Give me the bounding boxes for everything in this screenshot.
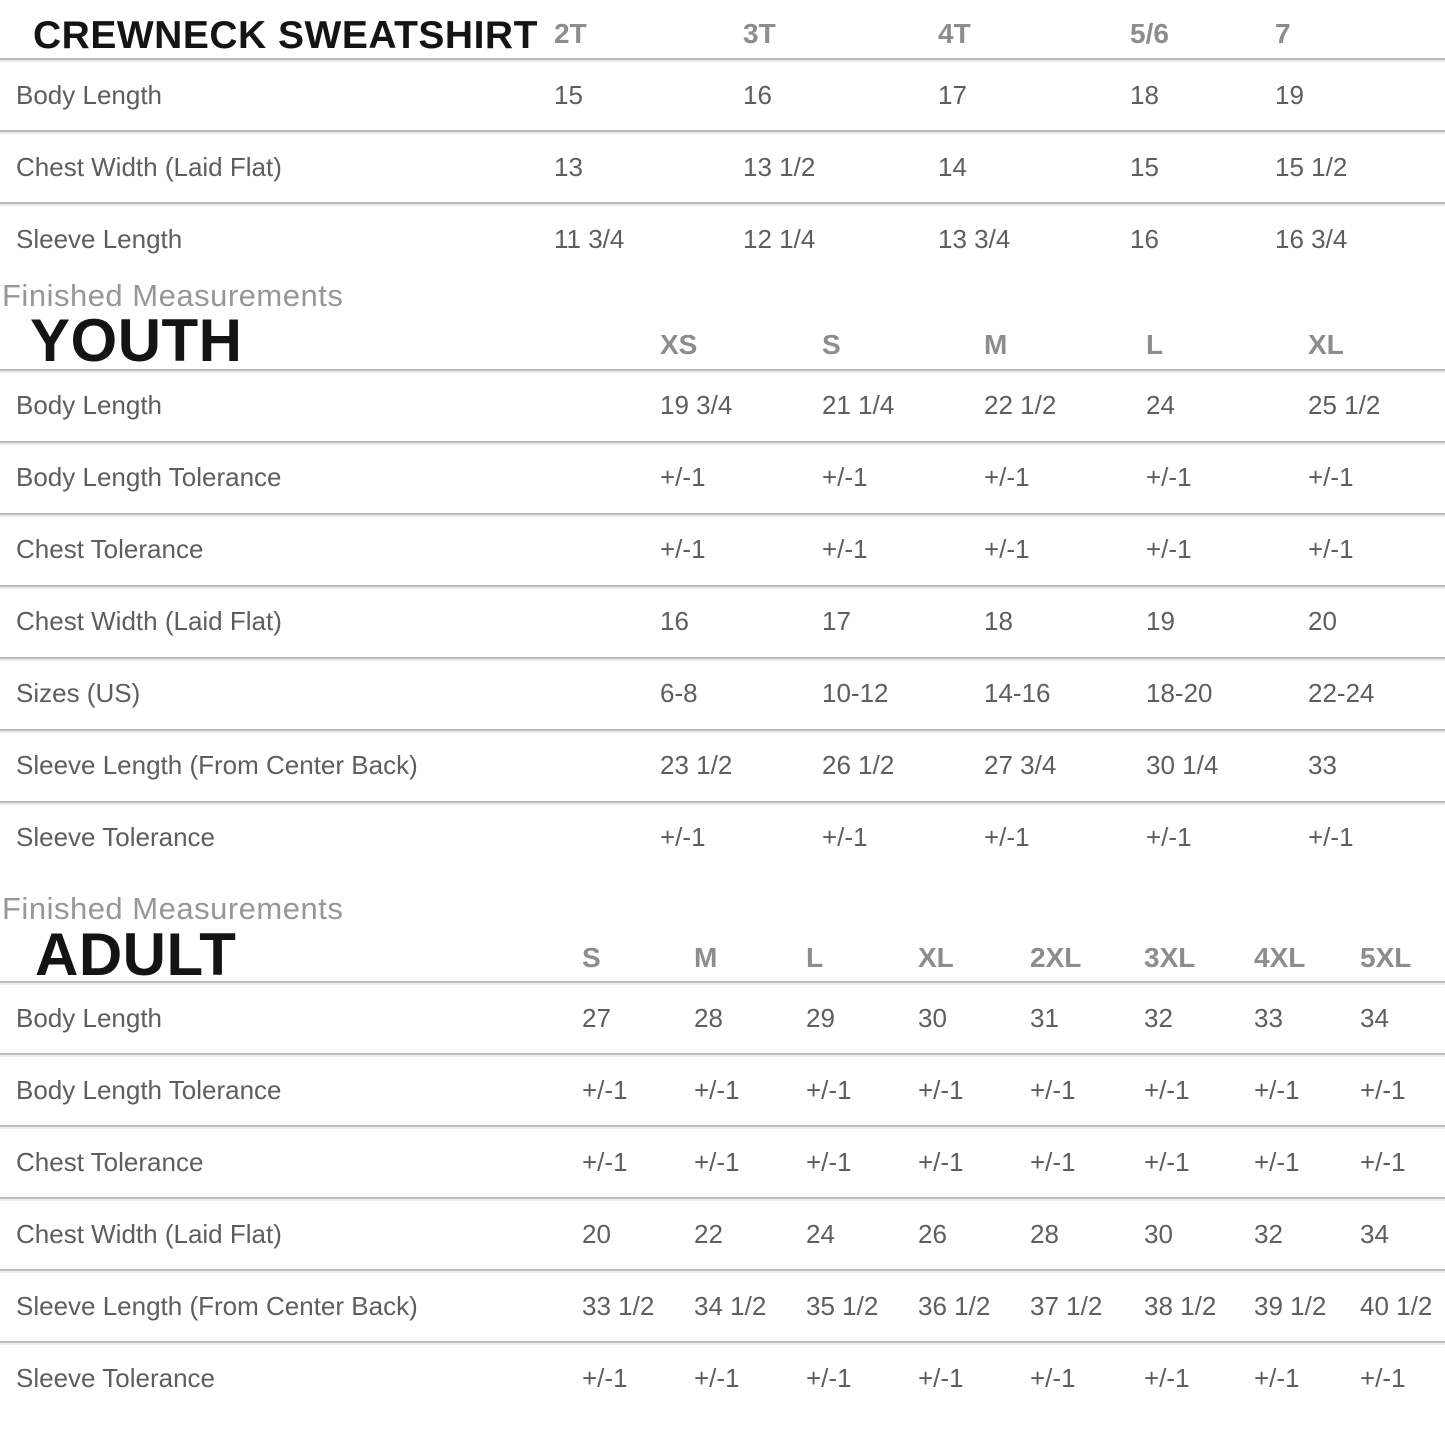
cell-value: 16 3/4 — [1275, 223, 1348, 254]
cell-value: +/-1 — [806, 1146, 852, 1177]
cell-value: 20 — [1308, 606, 1337, 637]
cell-value: 15 — [554, 79, 583, 110]
cell-value: +/-1 — [1308, 462, 1354, 493]
table-row — [0, 1127, 1445, 1199]
cell-value: 28 — [694, 1002, 723, 1033]
table-row — [0, 443, 1445, 515]
cell-value: +/-1 — [1144, 1362, 1190, 1393]
row-label: Body Length Tolerance — [16, 462, 282, 493]
cell-value: 31 — [1030, 1002, 1059, 1033]
section-title-adult: ADULT — [35, 921, 237, 989]
row-label: Chest Tolerance — [16, 1146, 204, 1177]
row-label: Chest Width (Laid Flat) — [16, 151, 282, 182]
cell-value: 26 1/2 — [822, 750, 895, 781]
row-label: Body Length — [16, 390, 163, 421]
cell-value: +/-1 — [660, 462, 706, 493]
cell-value: +/-1 — [918, 1074, 964, 1105]
cell-value: 17 — [822, 606, 851, 637]
column-header: 7 — [1275, 18, 1291, 49]
cell-value: +/-1 — [984, 534, 1030, 565]
cell-value: +/-1 — [1254, 1074, 1300, 1105]
cell-value: +/-1 — [694, 1074, 740, 1105]
cell-value: 20 — [582, 1218, 611, 1249]
cell-value: +/-1 — [582, 1146, 628, 1177]
cell-value: 26 — [918, 1218, 947, 1249]
column-header: S — [822, 328, 841, 360]
table-row — [0, 1055, 1445, 1127]
table-row — [0, 1199, 1445, 1271]
cell-value: 38 1/2 — [1144, 1290, 1217, 1321]
cell-value: 40 1/2 — [1360, 1290, 1433, 1321]
cell-value: 34 — [1360, 1002, 1389, 1033]
row-label: Sleeve Tolerance — [16, 1362, 215, 1393]
table-row — [0, 983, 1445, 1055]
cell-value: +/-1 — [660, 822, 706, 853]
cell-value: 16 — [1130, 223, 1159, 254]
column-header: 5/6 — [1130, 18, 1169, 49]
cell-value: +/-1 — [660, 534, 706, 565]
cell-value: +/-1 — [806, 1362, 852, 1393]
table-row — [0, 515, 1445, 587]
table-row — [0, 132, 1445, 204]
column-header: 3XL — [1144, 942, 1196, 974]
cell-value: 18 — [1130, 79, 1159, 110]
cell-value: 12 1/4 — [743, 223, 816, 254]
table-body — [0, 371, 1445, 873]
cell-value: +/-1 — [1360, 1146, 1406, 1177]
cell-value: 15 1/2 — [1275, 151, 1348, 182]
cell-value: 18-20 — [1146, 678, 1213, 709]
column-header: M — [984, 328, 1008, 360]
row-label: Sizes (US) — [16, 678, 141, 709]
cell-value: 13 1/2 — [743, 151, 816, 182]
cell-value: 13 3/4 — [938, 223, 1011, 254]
table-header-row — [0, 10, 1445, 60]
cell-value: 24 — [1146, 390, 1175, 421]
section-adult-sizes — [0, 921, 1445, 1413]
cell-value: +/-1 — [1146, 822, 1192, 853]
column-header: S — [582, 942, 601, 974]
cell-value: 35 1/2 — [806, 1290, 879, 1321]
row-label: Sleeve Length (From Center Back) — [16, 750, 418, 781]
cell-value: 21 1/4 — [822, 390, 895, 421]
cell-value: 33 — [1308, 750, 1337, 781]
column-header: 3T — [743, 18, 776, 49]
cell-value: 30 — [1144, 1218, 1173, 1249]
cell-value: 19 3/4 — [660, 390, 733, 421]
cell-value: 32 — [1144, 1002, 1173, 1033]
cell-value: +/-1 — [918, 1146, 964, 1177]
row-label: Chest Tolerance — [16, 534, 204, 565]
table-header-row — [0, 307, 1445, 375]
column-header: 5XL — [1360, 942, 1412, 974]
cell-value: +/-1 — [1030, 1362, 1076, 1393]
cell-value: 25 1/2 — [1308, 390, 1381, 421]
cell-value: 24 — [806, 1218, 835, 1249]
table-row — [0, 204, 1445, 274]
section-toddler-sizes — [0, 10, 1445, 274]
column-header: 4T — [938, 18, 971, 49]
table-header-row — [0, 921, 1445, 989]
table-body — [0, 983, 1445, 1413]
table-row — [0, 803, 1445, 873]
finished-measurements-label: Finished Measurements — [2, 278, 344, 313]
table-body — [0, 60, 1445, 274]
cell-value: 39 1/2 — [1254, 1290, 1327, 1321]
cell-value: 13 — [554, 151, 583, 182]
cell-value: 32 — [1254, 1218, 1283, 1249]
cell-value: +/-1 — [1254, 1362, 1300, 1393]
row-label: Chest Width (Laid Flat) — [16, 606, 282, 637]
cell-value: 34 — [1360, 1218, 1389, 1249]
cell-value: +/-1 — [1308, 822, 1354, 853]
table-row — [0, 371, 1445, 443]
section-title-youth: YOUTH — [30, 307, 243, 375]
cell-value: 34 1/2 — [694, 1290, 767, 1321]
cell-value: +/-1 — [822, 462, 868, 493]
cell-value: +/-1 — [1360, 1074, 1406, 1105]
table-row — [0, 60, 1445, 132]
column-header: 2T — [554, 18, 587, 49]
table-row — [0, 731, 1445, 803]
cell-value: +/-1 — [1030, 1146, 1076, 1177]
product-title: CREWNECK SWEATSHIRT — [33, 14, 538, 58]
cell-value: 16 — [743, 79, 772, 110]
cell-value: 14 — [938, 151, 967, 182]
cell-value: 33 — [1254, 1002, 1283, 1033]
cell-value: +/-1 — [822, 534, 868, 565]
cell-value: 18 — [984, 606, 1013, 637]
cell-value: +/-1 — [1144, 1146, 1190, 1177]
row-label: Body Length — [16, 1002, 163, 1033]
cell-value: 6-8 — [660, 678, 698, 709]
cell-value: 27 3/4 — [984, 750, 1057, 781]
cell-value: 33 1/2 — [582, 1290, 655, 1321]
row-label: Sleeve Length (From Center Back) — [16, 1290, 418, 1321]
column-header: 2XL — [1030, 942, 1082, 974]
column-header: XL — [918, 942, 954, 974]
table-row — [0, 587, 1445, 659]
cell-value: +/-1 — [822, 822, 868, 853]
cell-value: 10-12 — [822, 678, 889, 709]
finished-measurements-label: Finished Measurements — [2, 890, 344, 926]
cell-value: 27 — [582, 1002, 611, 1033]
table-row — [0, 1271, 1445, 1343]
cell-value: +/-1 — [806, 1074, 852, 1105]
row-label: Body Length Tolerance — [16, 1074, 282, 1105]
cell-value: 23 1/2 — [660, 750, 733, 781]
cell-value: +/-1 — [694, 1146, 740, 1177]
row-label: Sleeve Length — [16, 223, 183, 254]
cell-value: 16 — [660, 606, 689, 637]
cell-value: +/-1 — [1308, 534, 1354, 565]
row-label: Chest Width (Laid Flat) — [16, 1218, 282, 1249]
cell-value: +/-1 — [1360, 1362, 1406, 1393]
cell-value: 29 — [806, 1002, 835, 1033]
table-row — [0, 1343, 1445, 1413]
column-header: L — [806, 942, 824, 974]
column-header: XS — [660, 328, 698, 360]
cell-value: 36 1/2 — [918, 1290, 991, 1321]
cell-value: +/-1 — [582, 1074, 628, 1105]
cell-value: 17 — [938, 79, 967, 110]
cell-value: +/-1 — [1146, 462, 1192, 493]
cell-value: 19 — [1146, 606, 1175, 637]
cell-value: 19 — [1275, 79, 1304, 110]
cell-value: 30 1/4 — [1146, 750, 1219, 781]
cell-value: 37 1/2 — [1030, 1290, 1103, 1321]
cell-value: 30 — [918, 1002, 947, 1033]
cell-value: 22 1/2 — [984, 390, 1057, 421]
cell-value: +/-1 — [694, 1362, 740, 1393]
column-header: XL — [1308, 328, 1344, 360]
cell-value: +/-1 — [1030, 1074, 1076, 1105]
cell-value: 28 — [1030, 1218, 1059, 1249]
table-row — [0, 659, 1445, 731]
row-label: Body Length — [16, 79, 163, 110]
cell-value: +/-1 — [1254, 1146, 1300, 1177]
cell-value: +/-1 — [984, 462, 1030, 493]
cell-value: +/-1 — [582, 1362, 628, 1393]
cell-value: 11 3/4 — [554, 223, 625, 254]
row-label: Sleeve Tolerance — [16, 822, 215, 853]
cell-value: +/-1 — [1144, 1074, 1190, 1105]
cell-value: 15 — [1130, 151, 1159, 182]
cell-value: 14-16 — [984, 678, 1051, 709]
column-header: M — [694, 942, 718, 974]
cell-value: +/-1 — [918, 1362, 964, 1393]
column-header: 4XL — [1254, 942, 1306, 974]
cell-value: 22-24 — [1308, 678, 1375, 709]
column-header: L — [1146, 328, 1164, 360]
cell-value: +/-1 — [984, 822, 1030, 853]
section-youth-sizes — [0, 307, 1445, 873]
cell-value: +/-1 — [1146, 534, 1192, 565]
cell-value: 22 — [694, 1218, 723, 1249]
